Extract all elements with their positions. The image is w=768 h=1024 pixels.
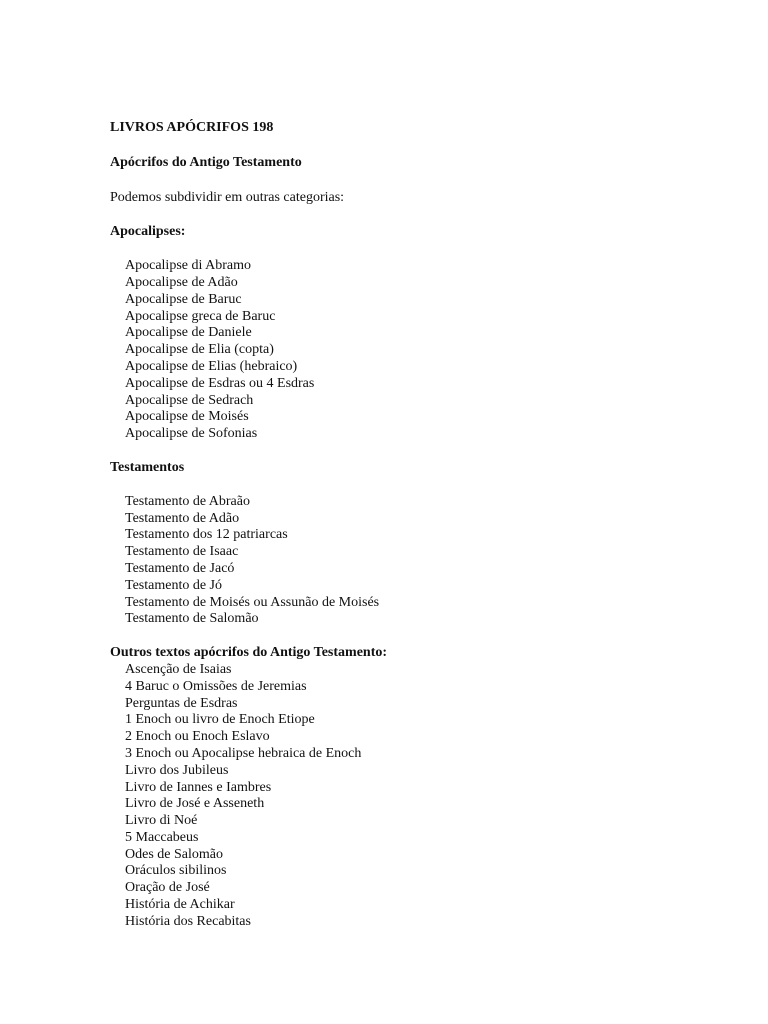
intro-paragraph: Podemos subdividir em outras categorias: xyxy=(110,189,345,205)
list-item: Livro de José e Asseneth xyxy=(125,796,265,812)
list-item: Apocalipse de Elia (copta) xyxy=(125,342,274,358)
list-item: Apocalipse greca de Baruc xyxy=(125,308,276,324)
list-item: Testamento de Jó xyxy=(125,577,222,593)
list-item: Apocalipse di Abramo xyxy=(125,258,251,274)
list-item: Ascenção de Isaias xyxy=(125,661,232,677)
list-item: 3 Enoch ou Apocalipse hebraica de Enoch xyxy=(125,745,362,761)
list-item: Apocalipse de Daniele xyxy=(125,325,252,341)
document-content xyxy=(110,120,710,948)
list-item: Testamento de Moisés ou Assunão de Moisés xyxy=(125,594,380,610)
section-heading-outros-textos: Outros textos apócrifos do Antigo Testamento: xyxy=(110,645,388,661)
list-item: 4 Baruc o Omissões de Jeremias xyxy=(125,678,307,694)
list-item: História de Achikar xyxy=(125,897,235,913)
list-item: Apocalipse de Moisés xyxy=(125,409,249,425)
list-item: Apocalipse de Esdras ou 4 Esdras xyxy=(125,375,315,391)
list-item: Oração de José xyxy=(125,880,210,896)
list-item: Odes de Salomão xyxy=(125,846,223,862)
list-item: Testamento dos 12 patriarcas xyxy=(125,527,288,543)
list-item: Testamento de Adão xyxy=(125,510,240,526)
list-item: Livro di Noé xyxy=(125,813,198,829)
list-item: Livro de Iannes e Iambres xyxy=(125,779,272,795)
list-item: 2 Enoch ou Enoch Eslavo xyxy=(125,729,270,745)
list-item: História dos Recabitas xyxy=(125,913,251,929)
list-item: 1 Enoch ou livro de Enoch Etiope xyxy=(125,712,315,728)
list-item: Testamento de Isaac xyxy=(125,544,239,560)
list-item: Perguntas de Esdras xyxy=(125,695,238,711)
list-item: Testamento de Abraão xyxy=(125,493,250,509)
list-item: 5 Maccabeus xyxy=(125,829,199,845)
list-item: Apocalipse de Baruc xyxy=(125,291,242,307)
list-item: Livro dos Jubileus xyxy=(125,762,229,778)
list-item: Apocalipse de Sofonias xyxy=(125,426,258,442)
list-item: Apocalipse de Sedrach xyxy=(125,392,254,408)
list-item: Testamento de Salomão xyxy=(125,611,259,627)
list-item: Testamento de Jacó xyxy=(125,560,235,576)
list-item: Apocalipse de Adão xyxy=(125,274,238,290)
list-testamentos xyxy=(110,494,710,628)
list-item: Apocalipse de Elias (hebraico) xyxy=(125,358,298,374)
list-apocalipses xyxy=(110,258,710,443)
list-outros-textos xyxy=(110,662,710,931)
section-heading-testamentos: Testamentos xyxy=(110,459,185,475)
list-item: Oráculos sibilinos xyxy=(125,863,227,879)
document-subtitle: Apócrifos do Antigo Testamento xyxy=(110,154,302,170)
document-title: LIVROS APÓCRIFOS 198 xyxy=(110,120,274,135)
section-heading-apocalipses: Apocalipses: xyxy=(110,224,186,240)
